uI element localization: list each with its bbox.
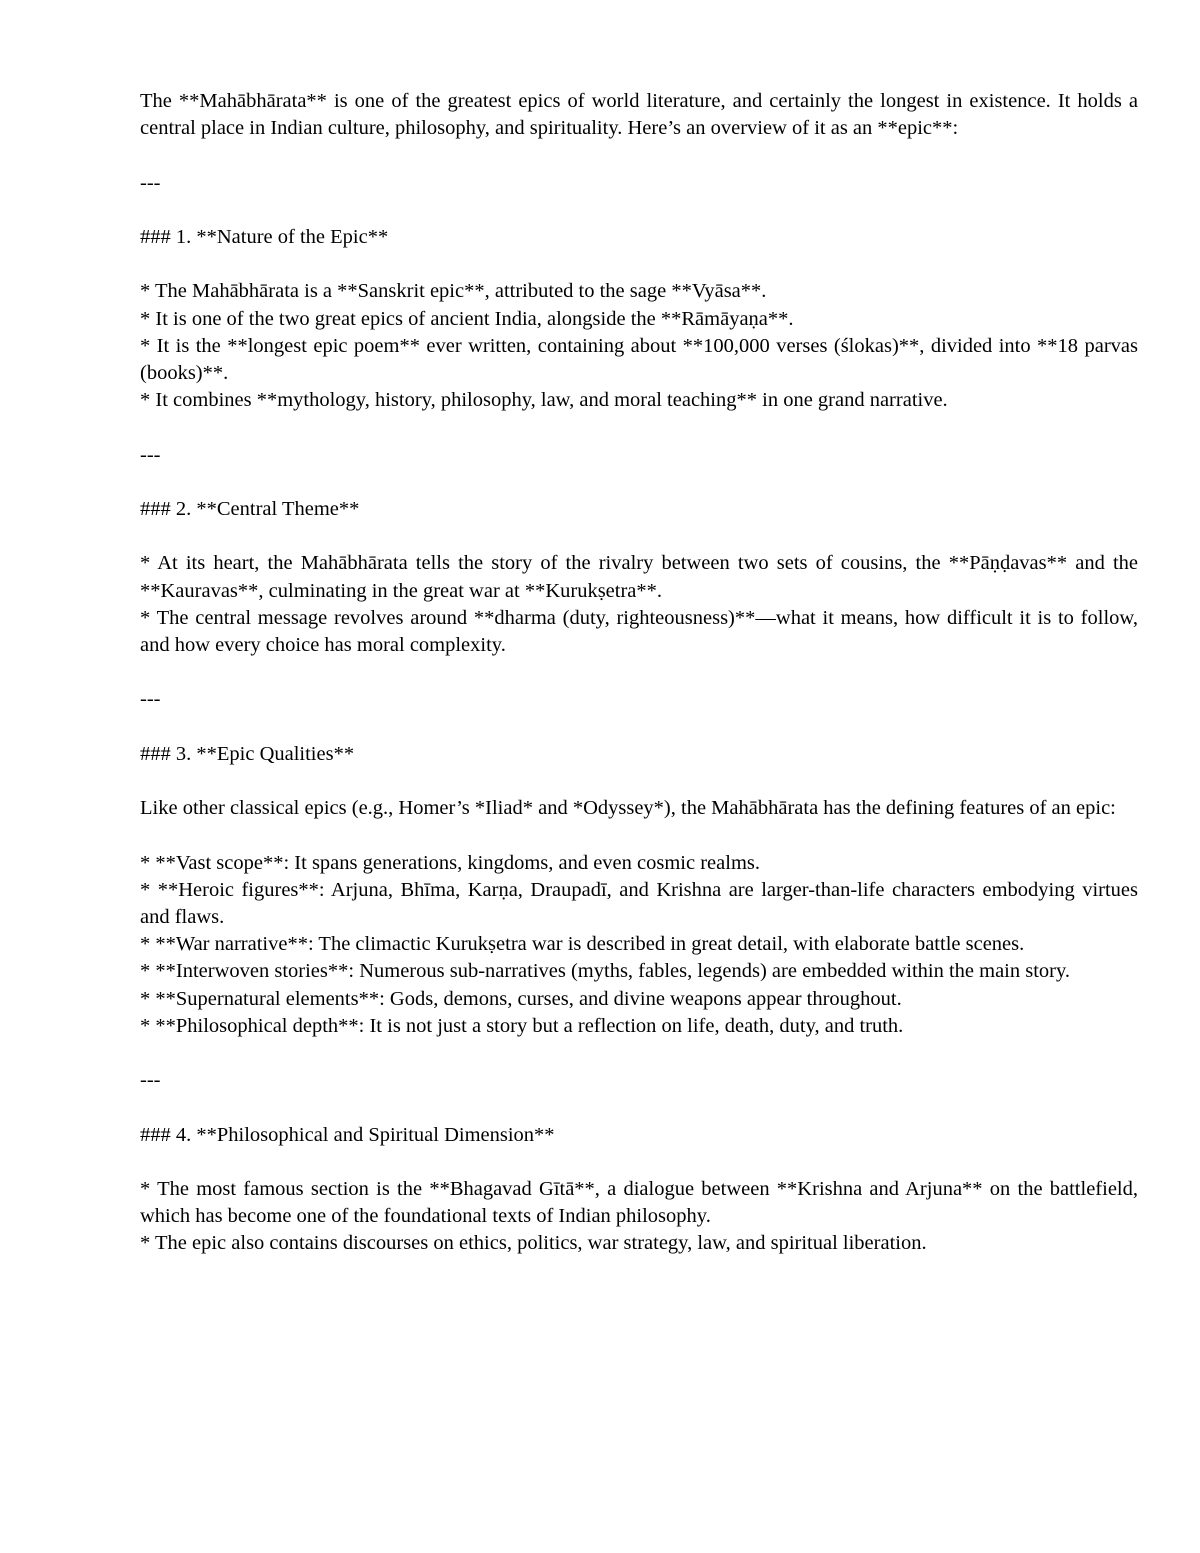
blank-line: [140, 1149, 1138, 1176]
divider: ---: [140, 171, 161, 194]
section-3-bullet: * **Vast scope**: It spans generations, kingdoms, and even cosmic realms.: [140, 851, 760, 874]
blank-line: [140, 1094, 1138, 1121]
blank-line: [140, 469, 1138, 496]
section-3-bullet: * **War narrative**: The climactic Kurukṣetra war is described in great detail, with elaborate battle scenes.: [140, 933, 1025, 956]
section-3-bullet: * **Heroic figures**: Arjuna, Bhīma, Karṇa, Draupadī, and Krishna are larger-than-life characters embodying virtues and flaws.: [140, 878, 1138, 928]
blank-line: [140, 523, 1138, 550]
blank-line: [140, 659, 1138, 686]
blank-line: [140, 822, 1138, 849]
section-3-bullet: * **Philosophical depth**: It is not just a story but a reflection on life, death, duty, and truth.: [140, 1014, 904, 1037]
section-1-heading: ### 1. **Nature of the Epic**: [140, 225, 389, 248]
section-4-bullet: * The most famous section is the **Bhagavad Gītā**, a dialogue between **Krishna and Arjuna** on the battlefield, which has become one of the foundational texts of Indian philosophy.: [140, 1177, 1138, 1228]
divider: ---: [140, 688, 161, 711]
section-4-bullet: * The epic also contains discourses on ethics, politics, war strategy, law, and spiritual liberation.: [140, 1232, 927, 1255]
section-4-heading: ### 4. **Philosophical and Spiritual Dimension**: [140, 1123, 555, 1146]
section-3-bullet: * **Supernatural elements**: Gods, demons, curses, and divine weapons appear throughout.: [140, 987, 902, 1010]
section-3-intro: Like other classical epics (e.g., Homer’s *Iliad* and *Odyssey*), the Mahābhārata has the defining features of an epic:: [140, 797, 1116, 820]
divider: ---: [140, 1069, 161, 1092]
blank-line: [140, 714, 1138, 741]
blank-line: [140, 414, 1138, 441]
divider: ---: [140, 443, 161, 466]
section-2-bullet: * The central message revolves around **dharma (duty, righteousness)**—what it means, how difficult it is to follow, and how every choice has moral complexity.: [140, 606, 1138, 656]
section-1-bullet: * The Mahābhārata is a **Sanskrit epic**, attributed to the sage **Vyāsa**.: [140, 280, 767, 303]
section-3-bullet: * **Interwoven stories**: Numerous sub-narratives (myths, fables, legends) are embedded within the main story.: [140, 960, 1071, 983]
blank-line: [140, 1040, 1138, 1067]
section-1-bullet: * It is one of the two great epics of ancient India, alongside the **Rāmāyaṇa**.: [140, 307, 794, 330]
blank-line: [140, 142, 1138, 169]
blank-line: [140, 768, 1138, 795]
section-1-bullet: * It is the **longest epic poem** ever written, containing about **100,000 verses (ślokas)**, divided into **18 parvas (books)**.: [140, 334, 1138, 384]
blank-line: [140, 197, 1138, 224]
section-1-bullet: * It combines **mythology, history, philosophy, law, and moral teaching** in one grand narrative.: [140, 389, 948, 412]
document-page: [140, 88, 1138, 1258]
section-3-heading: ### 3. **Epic Qualities**: [140, 742, 355, 765]
section-2-bullet: * At its heart, the Mahābhārata tells the story of the rivalry between two sets of cousins, the **Pāṇḍavas** and the **Kauravas**, culminating in the great war at **Kurukṣetra**.: [140, 552, 1138, 602]
intro-paragraph: The **Mahābhārata** is one of the greatest epics of world literature, and certainly the longest in existence. It holds a central place in Indian culture, philosophy, and spirituality. Here’s an overview of it as an **epic**:: [140, 90, 1138, 140]
blank-line: [140, 251, 1138, 278]
section-2-heading: ### 2. **Central Theme**: [140, 497, 360, 520]
